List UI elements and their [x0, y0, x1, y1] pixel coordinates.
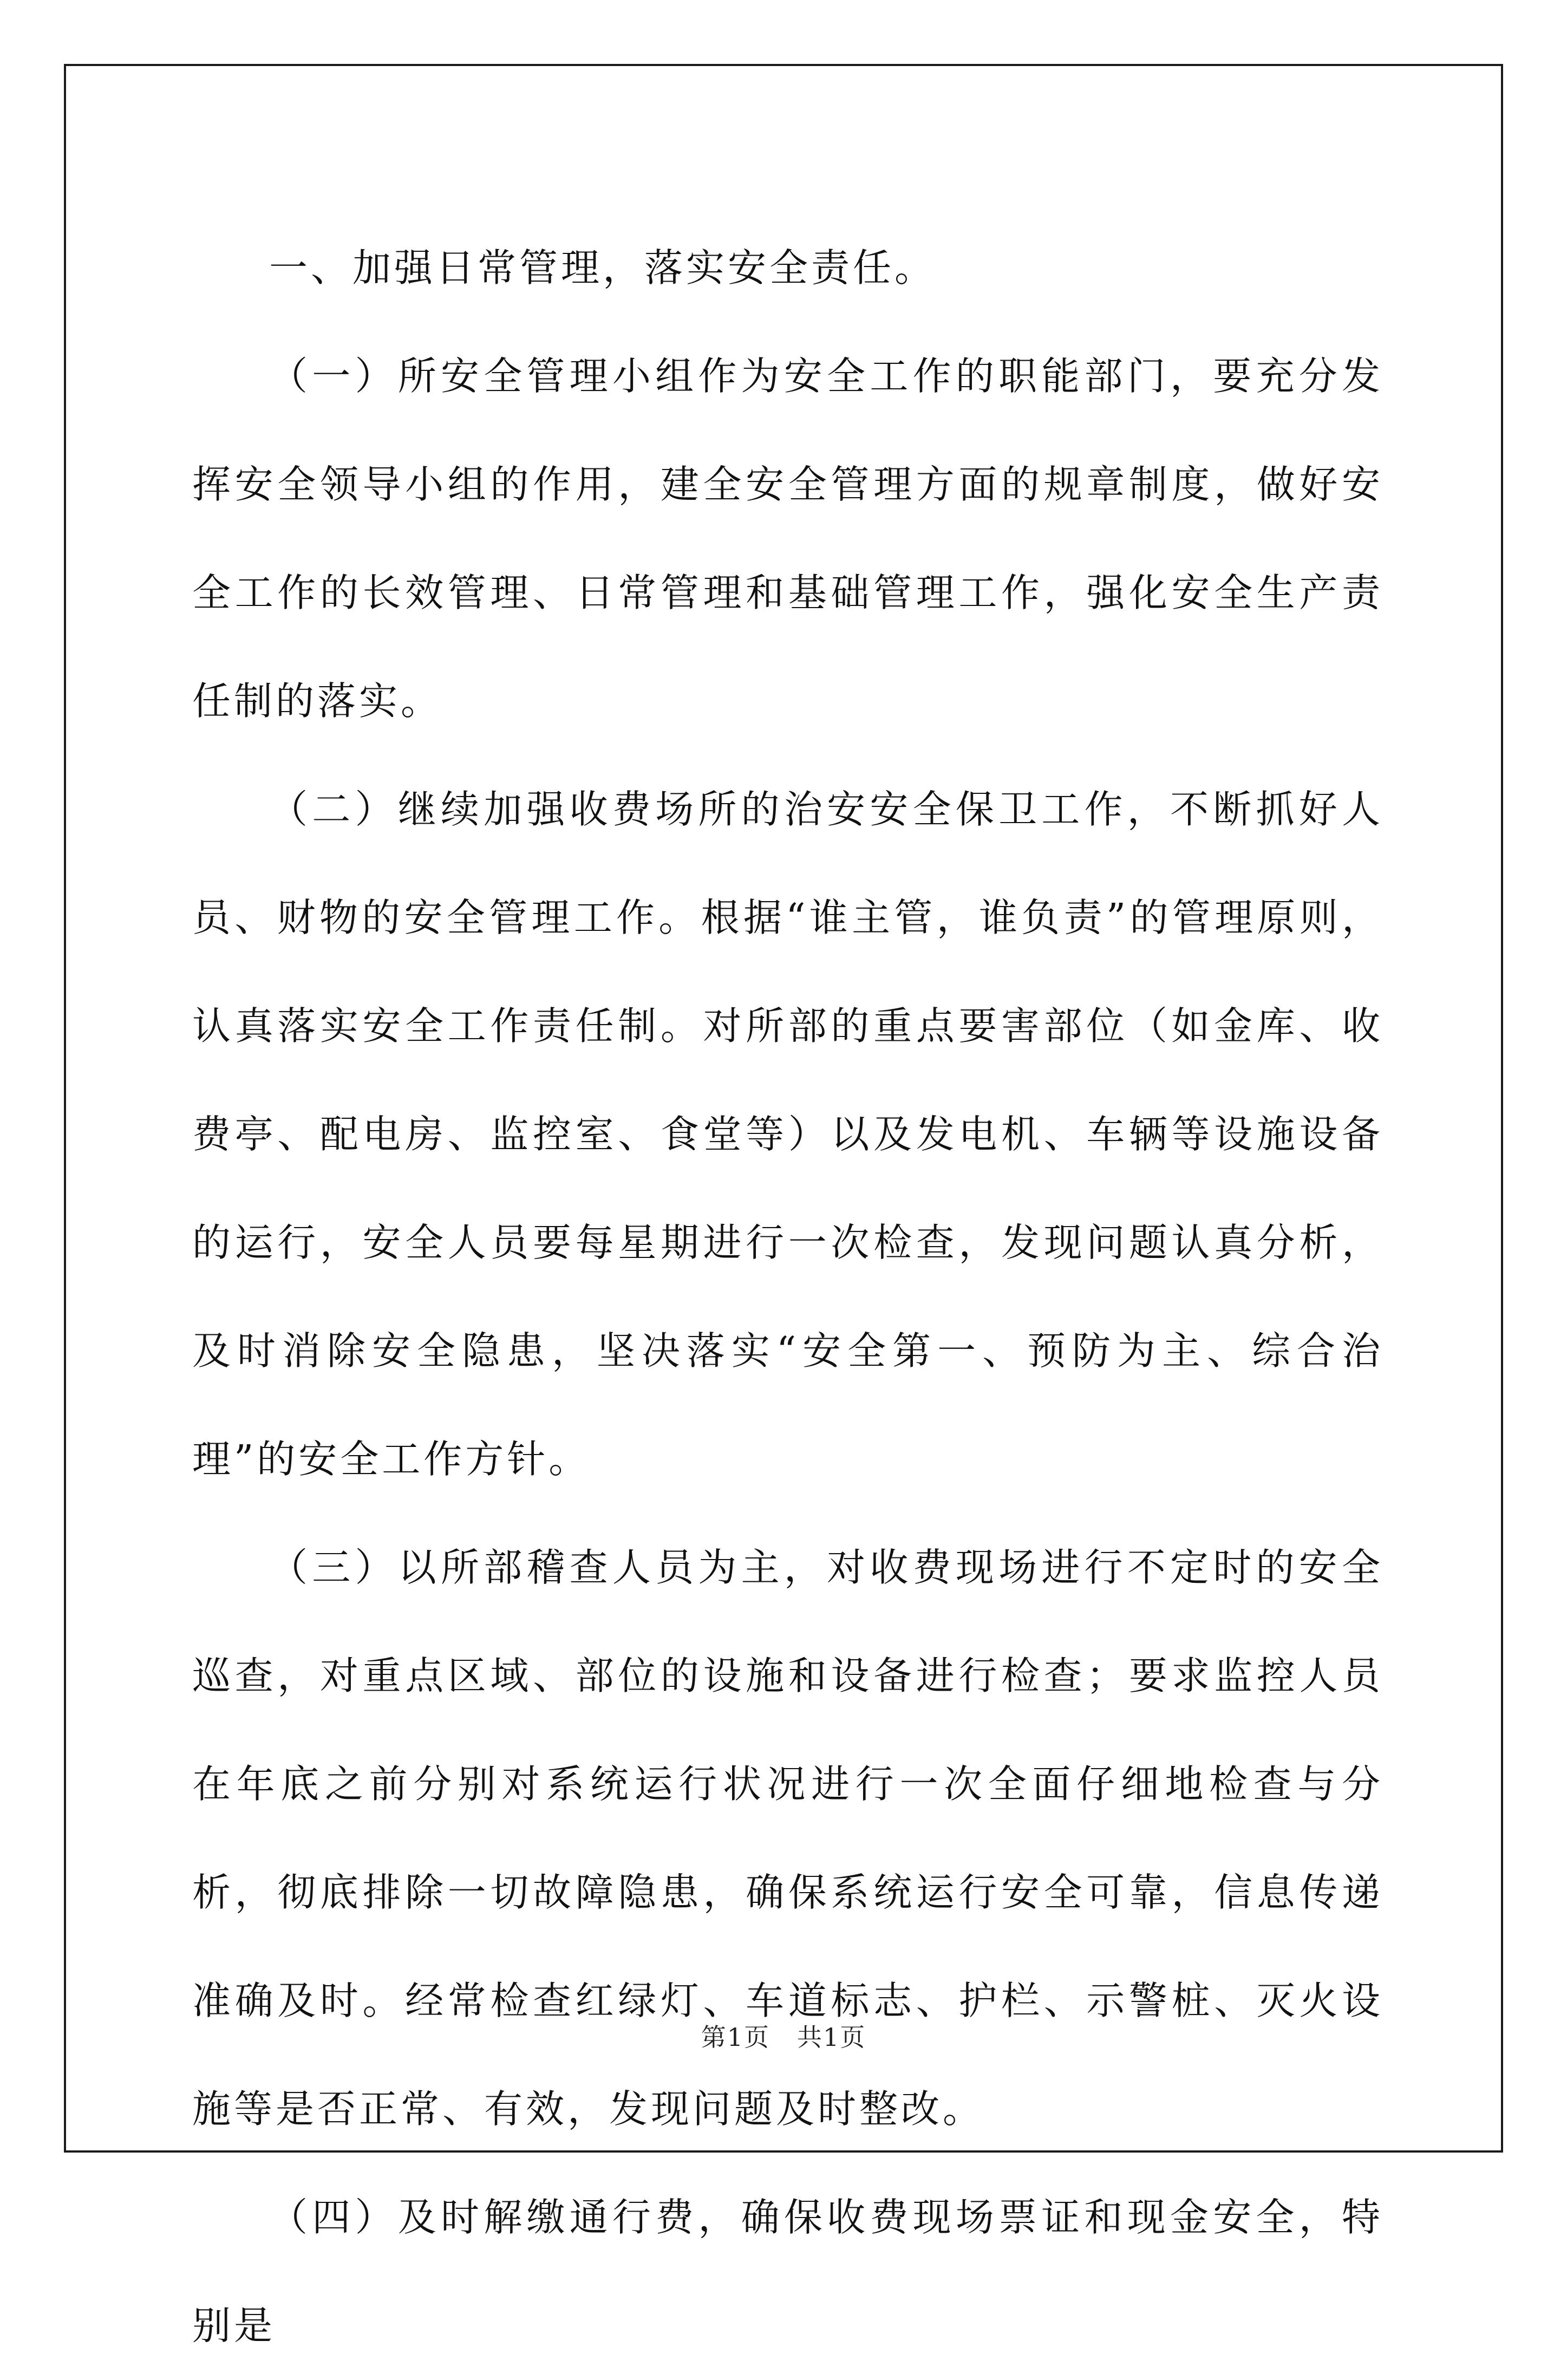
page-number: 第1页 [701, 2023, 771, 2052]
paragraph-4: （四）及时解缴通行费，确保收费现场票证和现金安全，特别是 [192, 2195, 1383, 2348]
paragraph-2: （二）继续加强收费场所的治安安全保卫工作，不断抓好人员、财物的安全管理工作。根据“谁主管，谁负责”的管理原则，认真落实安全工作责任制。对所部的重点要害部位（如金库、收费亭、配电房、监控室、食堂等）以及发电机、车辆等设施设备的运行，安全人员要每星期进行一次检查，发现问题认真分析，及时消除安全隐患，坚决落实“安全第一、预防为主、综合治理”的安全工作方针。 [192, 787, 1383, 1482]
page-total: 共1页 [796, 2023, 866, 2052]
paragraph-3: （三）以所部稽查人员为主，对收费现场进行不定时的安全巡查，对重点区域、部位的设施和设备进行检查；要求监控人员在年底之前分别对系统运行状况进行一次全面仔细地检查与分析，彻底排除一切故障隐患，确保系统运行安全可靠，信息传递准确及时。经常检查红绿灯、车道标志、护栏、示警桩、灭火设施等是否正常、有效，发现问题及时整改。 [192, 1545, 1383, 2131]
paragraph-1: （一）所安全管理小组作为安全工作的职能部门，要充分发挥安全领导小组的作用，建全安全管理方面的规章制度，做好安全工作的长效管理、日常管理和基础管理工作，强化安全生产责任制的落实。 [192, 354, 1383, 723]
paragraph-heading: 一、加强日常管理，落实安全责任。 [269, 245, 937, 290]
page-footer [0, 2021, 1567, 2053]
document-body [192, 214, 1383, 2380]
